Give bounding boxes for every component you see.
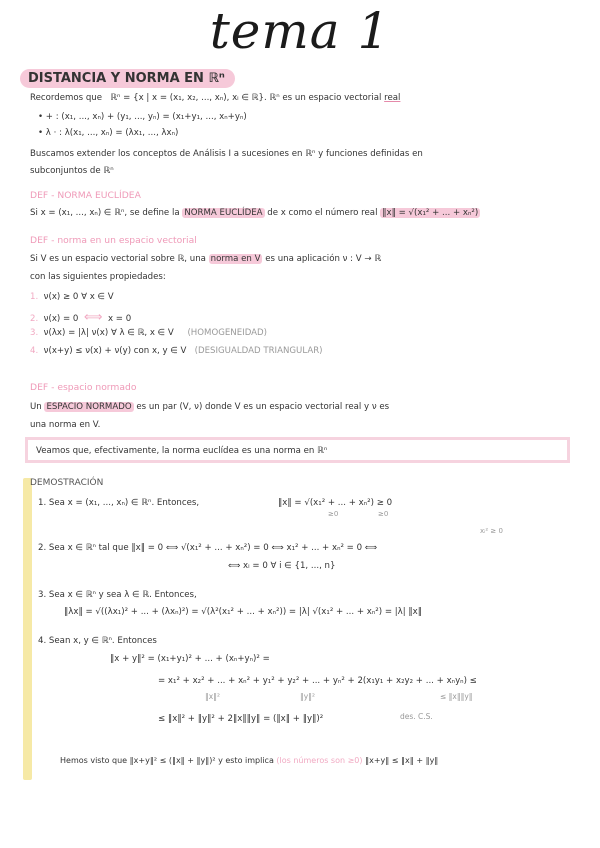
def-norm-properties-intro: con las siguientes propiedades:	[30, 272, 166, 282]
section-heading: DISTANCIA Y NORMA EN ℝⁿ	[20, 69, 235, 88]
proof-step-4-line-3: ≤ ‖x‖² + ‖y‖² + 2‖x‖‖y‖ = (‖x‖ + ‖y‖)²	[158, 714, 324, 724]
iff-arrow-icon: ⟺	[83, 310, 103, 325]
proof-conclusion-note: (los números son ≥0)	[276, 756, 363, 765]
property-4	[30, 346, 323, 356]
def-normed-space-end: una norma en V.	[30, 420, 101, 430]
property-2-left: ν(x) = 0	[43, 314, 79, 324]
property-1-number: 1.	[30, 292, 39, 302]
proof-step-1-note-b: ≥0	[378, 510, 389, 518]
def-normed-space-text	[30, 402, 389, 412]
property-4-number: 4.	[30, 346, 39, 356]
proof-step-3-formula: ‖λx‖ = √((λx₁)² + ... + (λxₙ)²) = √(λ²(x₁² + ... + xₙ²)) = |λ| √(x₁² + ... + xₙ²) = |λ| ‖x‖	[64, 607, 423, 617]
def-norm-a: Si V es un espacio vectorial sobre ℝ, una	[30, 254, 206, 264]
property-3	[30, 328, 267, 338]
def-euclidean-a: Si x = (x₁, ..., xₙ) ∈ ℝⁿ, se define la	[30, 208, 180, 218]
def-norm-highlight: norma en V	[210, 254, 261, 264]
def-norm-text	[30, 254, 381, 264]
property-2-number: 2.	[30, 314, 39, 324]
def-euclidean-heading: DEF - NORMA EUCLÍDEA	[30, 190, 141, 201]
def-normed-b: es un par (V, ν) donde V es un espacio vectorial real y ν es	[136, 402, 390, 412]
claim-box	[25, 437, 570, 463]
intro-real: real	[384, 93, 401, 103]
property-4-note: (DESIGUALDAD TRIANGULAR)	[194, 346, 323, 356]
proof-conclusion-a: Hemos visto que ‖x+y‖² ≤ (‖x‖ + ‖y‖)² y esto implica	[60, 756, 274, 765]
proof-step-4-cs-note: des. C.S.	[400, 712, 433, 721]
proof-step-2-note: xᵢ² ≥ 0	[480, 527, 503, 535]
def-euclidean-text	[30, 208, 480, 218]
proof-step-4-intro: 4. Sean x, y ∈ ℝⁿ. Entonces	[38, 636, 157, 646]
proof-heading: DEMOSTRACIÓN	[30, 478, 104, 488]
def-normed-space-heading: DEF - espacio normado	[30, 382, 137, 393]
proof-step-2-conclusion: ⟺ xᵢ = 0 ∀ i ∈ {1, ..., n}	[228, 561, 336, 571]
property-1-text: ν(x) ≥ 0 ∀ x ∈ V	[43, 292, 114, 302]
proof-step-1-note-a: ≥0	[328, 510, 339, 518]
property-3-number: 3.	[30, 328, 39, 338]
proof-step-4-brace-cs: ≤ ‖x‖‖y‖	[440, 692, 473, 701]
property-2-right: x = 0	[107, 314, 132, 324]
property-4-text: ν(x+y) ≤ ν(x) + ν(y) con x, y ∈ V	[43, 346, 187, 356]
sum-operation: • + : (x₁, ..., xₙ) + (y₁, ..., yₙ) = (x₁+y₁, ..., xₙ+yₙ)	[38, 112, 247, 122]
claim-text: Veamos que, efectivamente, la norma euclídea es una norma en ℝⁿ	[36, 446, 328, 456]
proof-conclusion	[60, 756, 438, 765]
proof-step-3-intro: 3. Sea x ∈ ℝⁿ y sea λ ∈ ℝ. Entonces,	[38, 590, 197, 600]
intro-rn-definition: ℝⁿ = {x | x = (x₁, x₂, ..., xₙ), xᵢ ∈ ℝ}. ℝⁿ es un espacio vectorial	[110, 93, 382, 103]
def-euclidean-highlight: NORMA EUCLÍDEA	[184, 208, 263, 218]
proof-step-4-brace-y: ‖y‖²	[300, 692, 315, 701]
def-normed-highlight: ESPACIO NORMADO	[46, 402, 132, 412]
property-2	[30, 310, 131, 325]
proof-conclusion-result: ‖x+y‖ ≤ ‖x‖ + ‖y‖	[365, 756, 439, 765]
proof-step-1-intro: 1. Sea x = (x₁, ..., xₙ) ∈ ℝⁿ. Entonces,	[38, 498, 200, 508]
goal-line-2: subconjuntos de ℝⁿ	[30, 166, 114, 176]
def-euclidean-b: de x como el número real	[267, 208, 378, 218]
def-norm-heading: DEF - norma en un espacio vectorial	[30, 235, 197, 246]
page-title: tema 1	[209, 2, 391, 60]
property-1	[30, 292, 114, 302]
def-normed-a: Un	[30, 402, 42, 412]
proof-step-4-brace-x: ‖x‖²	[205, 692, 220, 701]
intro-line	[30, 93, 400, 103]
proof-highlight-bar	[23, 478, 32, 780]
proof-step-4-line-1: ‖x + y‖² = (x₁+y₁)² + ... + (xₙ+yₙ)² =	[110, 654, 270, 664]
goal-line-1: Buscamos extender los conceptos de Análisis I a sucesiones en ℝⁿ y funciones definidas en	[30, 149, 423, 159]
proof-step-1-formula: ‖x‖ = √(x₁² + ... + xₙ²) ≥ 0	[278, 498, 393, 508]
intro-recordemos: Recordemos que	[30, 93, 103, 103]
property-3-note: (HOMOGENEIDAD)	[187, 328, 268, 338]
scalar-operation: • λ · : λ(x₁, ..., xₙ) = (λx₁, ..., λxₙ)	[38, 128, 179, 138]
property-3-text: ν(λx) = |λ| ν(x) ∀ λ ∈ ℝ, x ∈ V	[43, 328, 174, 338]
proof-step-4-line-2: = x₁² + x₂² + ... + xₙ² + y₁² + y₂² + ... + yₙ² + 2(x₁y₁ + x₂y₂ + ... + xₙyₙ) ≤	[158, 676, 477, 686]
euclidean-norm-formula: ‖x‖ = √(x₁² + ... + xₙ²)	[382, 208, 479, 218]
proof-step-2: 2. Sea x ∈ ℝⁿ tal que ‖x‖ = 0 ⟺ √(x₁² + ... + xₙ²) = 0 ⟺ x₁² + ... + xₙ² = 0 ⟺	[38, 543, 378, 553]
def-norm-b: es una aplicación ν : V → ℝ	[265, 254, 382, 264]
